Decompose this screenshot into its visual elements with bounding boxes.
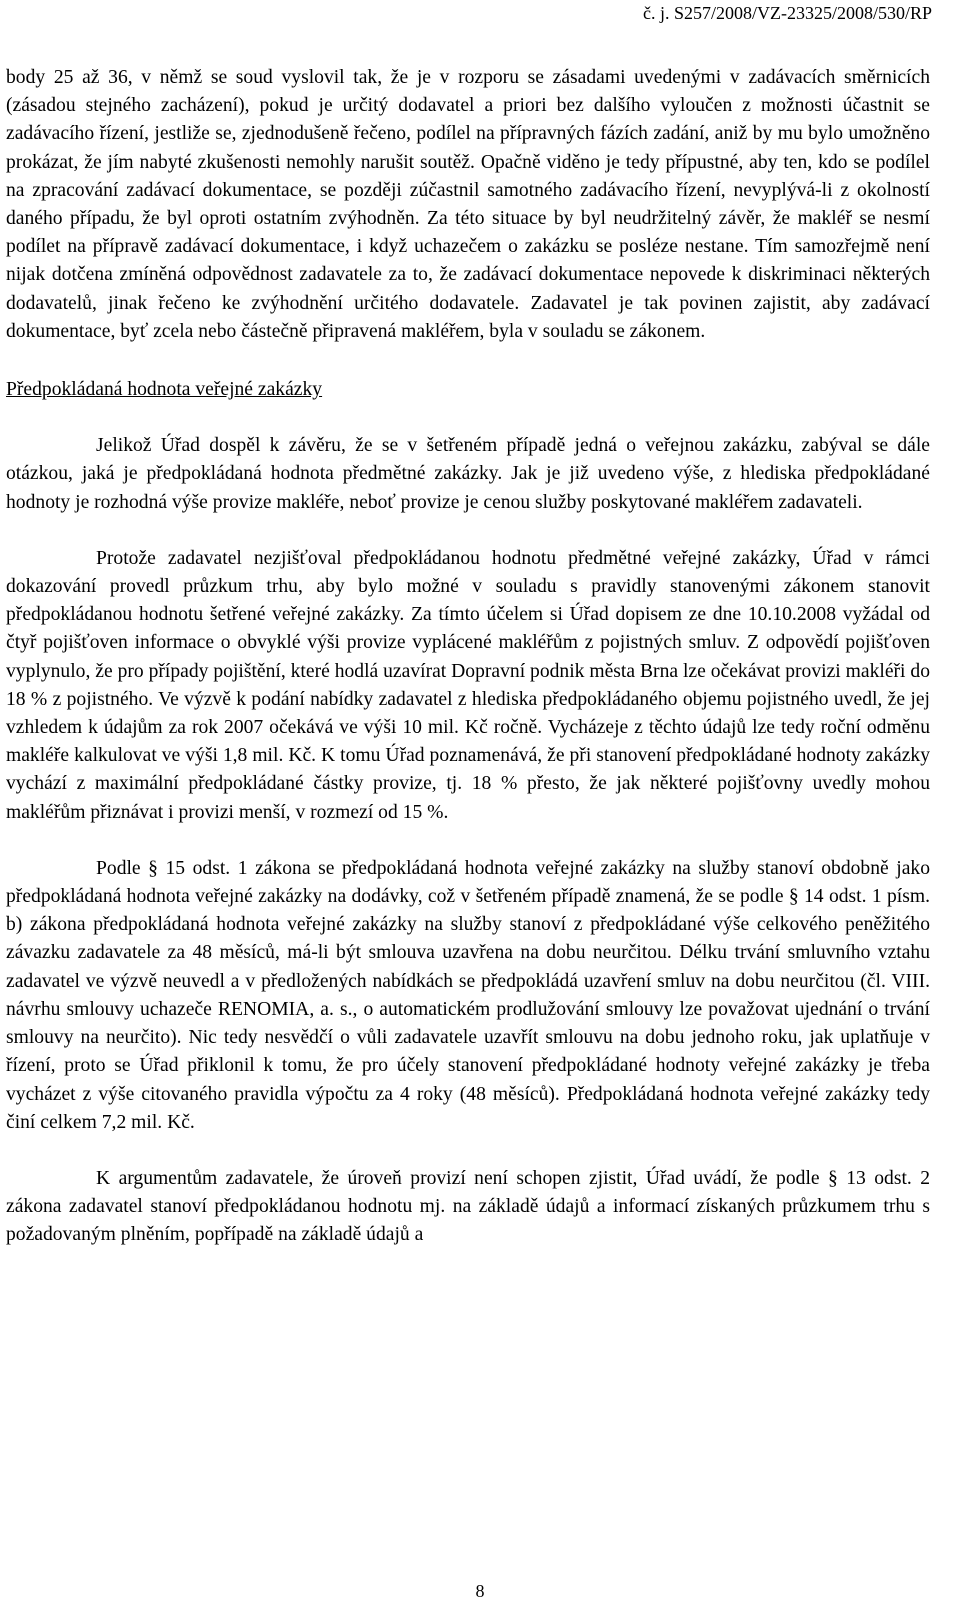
page-number: 8 xyxy=(475,1581,485,1601)
section-heading: Předpokládaná hodnota veřejné zakázky xyxy=(6,379,323,401)
paragraph-2: Protože zadavatel nezjišťoval předpokládanou hodnotu předmětné veřejné zakázky, Úřad v rámci dokazování provedl průzkum trhu, aby bylo možné v souladu s pravidly stanovenými zákonem stanovit předpokládanou hodnotu šetřené veřejné zakázky. Za tímto účelem si Úřad dopisem ze dne 10.10.2008 vyžádal od čtyř pojišťoven informace o obvyklé výši provize vyplácené makléřům z pojistných smluv. Z odpovědí pojišťoven vyplynulo, že pro případy pojištění, které hodlá uzavírat Dopravní podnik města Brna lze očekávat provizi makléři do 18 % z pojistného. Ve výzvě k podání nabídky zadavatel z hlediska předpokládaného objemu pojistného uvedl, že jej vzhledem k údajům za rok 2007 očekává ve výši 10 mil. Kč ročně. Vycházeje z těchto údajů lze tedy roční odměnu makléře kalkulovat ve výši 1,8 mil. Kč. K tomu Úřad poznamenává, že při stanovení předpokládané hodnoty zakázky vychází z maximální předpokládané částky provize, tj. 18 % přesto, že jak některé pojišťovny uvedly mohou makléřům přiznávat i provizi menší, v rozmezí od 15 %. xyxy=(6,547,930,823)
paragraph-intro: body 25 až 36, v němž se soud vyslovil tak, že je v rozporu se zásadami uvedenými v zadávacích směrnicích (zásadou stejného zacházení), pokud je určitý dodavatel a priori bez dalšího vyloučen z možnosti účastnit se zadávacího řízení, jestliže se, zjednodušeně řečeno, podílel na přípravných fázích zadání, aniž by mu bylo umožněno prokázat, že jím nabyté zkušenosti nemohly narušit soutěž. Opačně viděno je tedy přípustné, aby ten, kdo se podílel na zpracování zadávací dokumentace, se později zúčastnil samotného zadávacího řízení, nevyplývá-li z okolností daného případu, že byl oproti ostatním zvýhodněn. Za této situace by byl neudržitelný závěr, že makléř se nesmí podílet na přípravě zadávací dokumentace, i když uchazečem o zakázku se posléze nestane. Tím samozřejmě není nijak dotčena zmíněná odpovědnost zadavatele za to, že zadávací dokumentace nepovede k diskriminaci některých dodavatelů, jinak řečeno ke zvýhodnění určitého dodavatele. Zadavatel je tak povinen zajistit, aby zadávací dokumentace, byť zcela nebo částečně připravená makléřem, byla v souladu se zákonem. xyxy=(6,67,930,342)
paragraph-1: Jelikož Úřad dospěl k závěru, že se v šetřeném případě jedná o veřejnou zakázku, zabýval se dále otázkou, jaká je předpokládaná hodnota předmětné zakázky. Jak je již uvedeno výše, z hlediska předpokládané hodnoty je rozhodná výše provize makléře, neboť provize je cenou služby poskytované makléřem zadavateli. xyxy=(6,435,930,513)
paragraph-4: K argumentům zadavatele, že úroveň provizí není schopen zjistit, Úřad uvádí, že podle § 13 odst. 2 zákona zadavatel stanoví předpokládanou hodnotu mj. na základě údajů a informací získaných průzkumem trhu s požadovaným plněním, popřípadě na základě údajů a xyxy=(6,1167,930,1246)
case-reference-header: č. j. S257/2008/VZ-23325/2008/530/RP xyxy=(642,3,932,23)
document-body xyxy=(6,64,930,1250)
paragraph-3: Podle § 15 odst. 1 zákona se předpokládaná hodnota veřejné zakázky na služby stanoví obdobně jako předpokládaná hodnota veřejné zakázky na dodávky, což v šetřeném případě znamená, že se podle § 14 odst. 1 písm. b) zákona předpokládaná hodnota veřejné zakázky na služby stanoví z předpokládané výše celkového peněžitého závazku zadavatele za 48 měsíců, má-li být smlouva uzavřena na dobu neurčitou. Délku trvání smluvního vztahu zadavatel ve výzvě neuvedl a v předložených nabídkách se předpokládá uzavření smluv na dobu neurčitou (čl. VIII. návrhu smlouvy uchazeče RENOMIA, a. s., o automatickém prodlužování smlouvy lze považovat ujednání o trvání smlouvy na neurčito). Nic tedy nesvědčí o vůli zadavatele uzavřít smlouvu na dobu jednoho roku, jak uplatňuje v řízení, proto se Úřad přiklonil k tomu, že pro účely stanovení předpokládané hodnoty veřejné zakázky je třeba vycházet z výše citovaného pravidla výpočtu za 4 roky (48 měsíců). Předpokládaná hodnota veřejné zakázky tedy činí celkem 7,2 mil. Kč. xyxy=(6,857,930,1133)
